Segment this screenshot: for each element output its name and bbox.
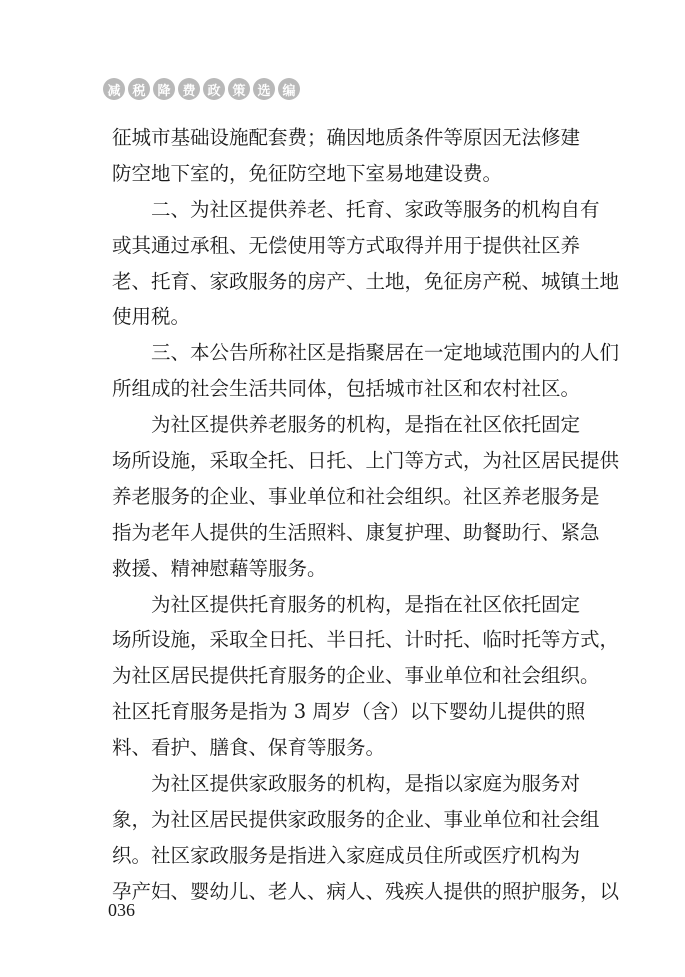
text-line: 织。社区家政服务是指进入家庭成员住所或医疗机构为 bbox=[112, 843, 581, 867]
text-line: 二、为社区提供养老、托育、家政等服务的机构自有 bbox=[151, 197, 600, 221]
text-line: 所组成的社会生活共同体，包括城市社区和农村社区。 bbox=[112, 377, 581, 401]
text-line: 征城市基础设施配套费；确因地质条件等原因无法修建 bbox=[112, 126, 581, 149]
text-line: 孕产妇、婴幼儿、老人、病人、残疾人提供的照护服务，以 bbox=[112, 879, 620, 903]
text-line: 三、本公告所称社区是指聚居在一定地域范围内的人们 bbox=[151, 341, 620, 365]
header-char: 税 bbox=[128, 78, 150, 100]
text-line: 防空地下室的，免征防空地下室易地建设费。 bbox=[112, 161, 503, 185]
text-line: 为社区提供家政服务的机构，是指以家庭为服务对 bbox=[151, 772, 581, 796]
body-text bbox=[112, 120, 620, 910]
text-line: 救援、精神慰藉等服务。 bbox=[112, 556, 327, 580]
text-line: 使用税。 bbox=[112, 305, 191, 329]
text-line: 为社区提供托育服务的机构，是指在社区依托固定 bbox=[151, 592, 581, 616]
header-char: 政 bbox=[203, 78, 225, 100]
header-char: 费 bbox=[178, 78, 200, 100]
text-line: 为社区居民提供托育服务的企业、事业单位和社会组织。 bbox=[112, 664, 600, 688]
header-char: 选 bbox=[253, 78, 275, 100]
header-char: 减 bbox=[103, 78, 125, 100]
running-header bbox=[103, 78, 300, 100]
text-line: 象，为社区居民提供家政服务的企业、事业单位和社会组 bbox=[112, 807, 600, 831]
header-char: 降 bbox=[153, 78, 175, 100]
text-line: 或其通过承租、无偿使用等方式取得并用于提供社区养 bbox=[112, 233, 581, 257]
text-line: 为社区提供养老服务的机构，是指在社区依托固定 bbox=[151, 413, 581, 437]
page-number: 036 bbox=[108, 900, 135, 920]
text-line: 老、托育、家政服务的房产、土地，免征房产税、城镇土地 bbox=[112, 269, 620, 293]
text-line: 社区托育服务是指为 3 周岁（含）以下婴幼儿提供的照 bbox=[112, 700, 586, 724]
text-line: 料、看护、膳食、保育等服务。 bbox=[112, 736, 386, 760]
text-line: 场所设施，采取全托、日托、上门等方式，为社区居民提供 bbox=[112, 449, 620, 473]
header-char: 策 bbox=[228, 78, 250, 100]
text-line: 指为老年人提供的生活照料、康复护理、助餐助行、紧急 bbox=[112, 520, 600, 544]
text-line: 场所设施，采取全日托、半日托、计时托、临时托等方式， bbox=[112, 628, 620, 652]
header-char: 编 bbox=[278, 78, 300, 100]
text-line: 养老服务的企业、事业单位和社会组织。社区养老服务是 bbox=[112, 484, 600, 508]
